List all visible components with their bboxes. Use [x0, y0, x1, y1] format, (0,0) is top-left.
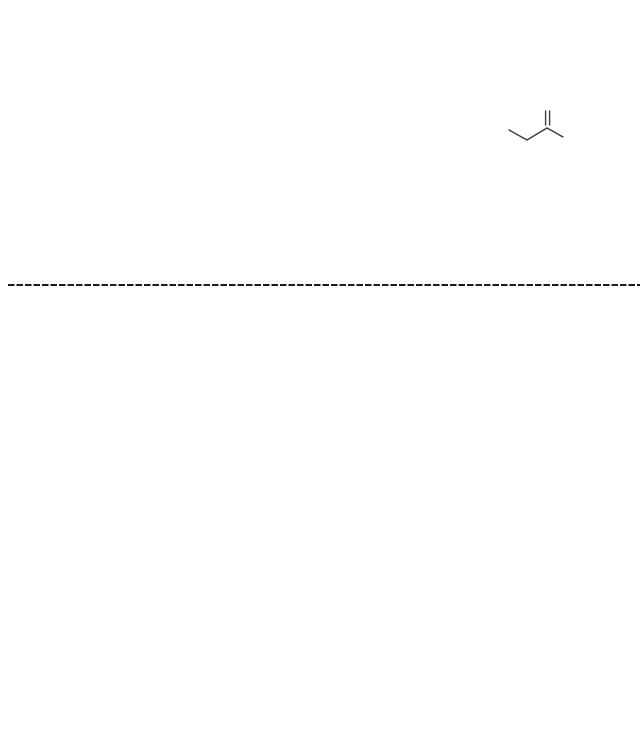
chemical-structure-drawing: [478, 86, 608, 158]
header-dashed-rule: [8, 284, 640, 286]
bond-lines: [509, 111, 563, 140]
